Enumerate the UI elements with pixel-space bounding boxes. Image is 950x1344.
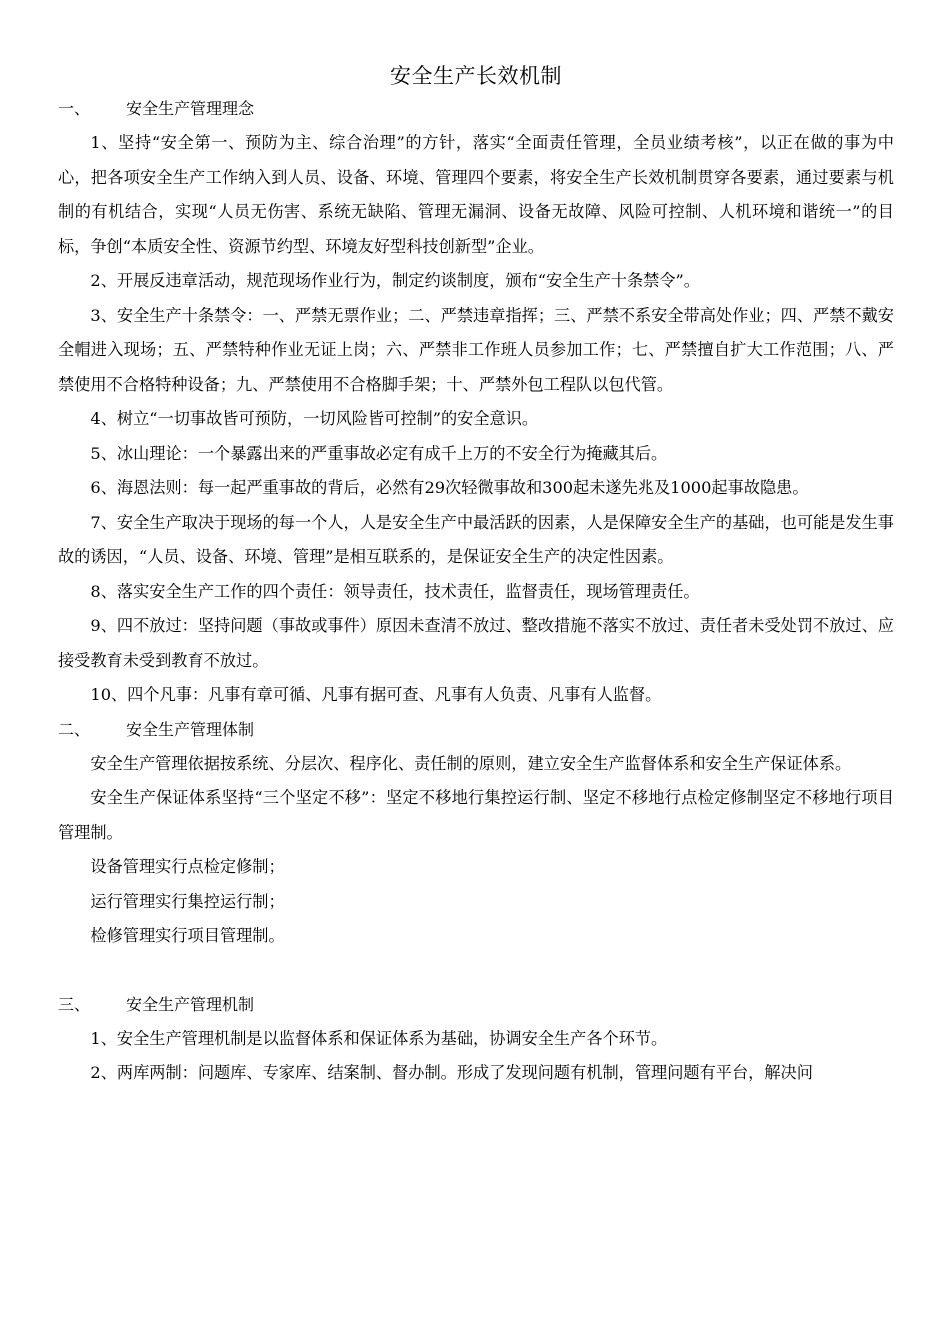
section-heading [58, 713, 894, 747]
paragraph: 2、开展反违章活动，规范现场作业行为，制定约谈制度，颁布“安全生产十条禁令”。 [90, 271, 700, 290]
section-2 [58, 713, 894, 954]
paragraph: 2、两库两制：问题库、专家库、结案制、督办制。形成了发现问题有机制，管理问题有平台，解决问 [90, 1063, 813, 1082]
blank-line [58, 954, 894, 988]
paragraph: 8、落实安全生产工作的四个责任：领导责任，技术责任，监督责任，现场管理责任。 [90, 581, 700, 601]
paragraph: 10、四个凡事：凡事有章可循、凡事有据可查、凡事有人负责、凡事有人监督。 [90, 685, 662, 704]
section-title: 安全生产管理机制 [126, 994, 255, 1014]
paragraph: 1、安全生产管理机制是以监督体系和保证体系为基础，协调安全生产各个环节。 [90, 1028, 668, 1048]
document-page [58, 58, 894, 1091]
section-title: 安全生产管理理念 [126, 99, 255, 118]
paragraph: 9、四不放过：坚持问题（事故或事件）原因未查清不放过、整改措施不落实不放过、责任者未受处罚不放过、应接受教育未受到教育不放过。 [58, 616, 894, 670]
paragraph: 6、海恩法则：每一起严重事故的背后，必然有29次轻微事故和300起未遂先兆及1000起事故隐患。 [90, 478, 809, 497]
paragraph: 5、冰山理论：一个暴露出来的严重事故必定有成千上万的不安全行为掩藏其后。 [90, 443, 668, 463]
paragraph: 检修管理实行项目管理制。 [90, 926, 285, 945]
paragraph: 7、安全生产取决于现场的每一个人，人是安全生产中最活跃的因素，人是保障安全生产的基础，也可能是发生事故的诱因，“人员、设备、环境、管理”是相互联系的，是保证安全生产的决定性因素。 [58, 512, 894, 566]
section-3 [58, 988, 894, 1091]
section-title: 安全生产管理体制 [126, 719, 255, 739]
section-number: 一、 [58, 99, 91, 118]
section-number: 三、 [58, 994, 91, 1014]
paragraph: 设备管理实行点检定修制； [90, 857, 285, 876]
section-heading [58, 92, 894, 126]
section-number: 二、 [58, 719, 91, 739]
paragraph: 4、树立“一切事故皆可预防，一切风险皆可控制”的安全意识。 [90, 409, 539, 428]
section-heading [58, 988, 894, 1022]
document-title: 安全生产长效机制 [390, 64, 562, 88]
paragraph: 安全生产管理依据按系统、分层次、程序化、责任制的原则，建立安全生产监督体系和安全生产保证体系。 [90, 753, 852, 773]
paragraph: 1、坚持“安全第一、预防为主、综合治理”的方针，落实“全面责任管理，全员业绩考核”，以正在做的事为中心，把各项安全生产工作纳入到人员、设备、环境、管理四个要素，将安全生产长效机制贯穿各要素，通过要素与机制的有机结合，实现“人员无伤害、系统无缺陷、管理无漏洞、设备无故障、风险可控制、人机环境和谐统一”的目标，争创“本质安全性、资源节约型、环境友好型科技创新型”企业。 [58, 133, 894, 256]
paragraph: 3、安全生产十条禁令：一、严禁无票作业；二、严禁违章指挥；三、严禁不系安全带高处作业；四、严禁不戴安全帽进入现场；五、严禁特种作业无证上岗；六、严禁非工作班人员参加工作；七、严禁擅自扩大工作范围；八、严禁使用不合格特种设备；九、严禁使用不合格脚手架；十、严禁外包工程队以包代管。 [58, 305, 894, 394]
paragraph: 运行管理实行集控运行制； [90, 891, 285, 911]
section-1 [58, 92, 894, 713]
paragraph: 安全生产保证体系坚持“三个坚定不移”：坚定不移地行集控运行制、坚定不移地行点检定修制坚定不移地行项目管理制。 [58, 788, 894, 842]
